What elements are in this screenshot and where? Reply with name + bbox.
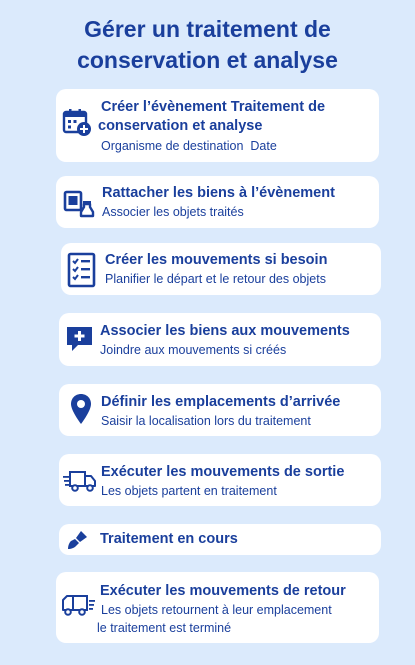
step-1-title-line-1: Créer l’évènement Traitement de bbox=[101, 99, 326, 115]
step-card-7 bbox=[59, 524, 381, 555]
step-card-1 bbox=[56, 89, 379, 162]
step-8-subtitle-line-2: le traitement est terminé bbox=[97, 621, 232, 635]
step-card-6 bbox=[59, 454, 381, 506]
step-1-title-line-2: conservation et analyse bbox=[98, 118, 263, 134]
step-4-title: Associer les biens aux mouvements bbox=[100, 323, 350, 339]
step-3-subtitle: Planifier le départ et le retour des objets bbox=[105, 272, 326, 286]
step-8-subtitle-line-1: Les objets retournent à leur emplacement bbox=[101, 603, 332, 617]
step-card-5 bbox=[59, 384, 381, 436]
step-5-subtitle: Saisir la localisation lors du traitement bbox=[101, 414, 311, 428]
step-2-subtitle: Associer les objets traités bbox=[102, 205, 244, 219]
step-card-4 bbox=[59, 313, 381, 366]
title-line-2: conservation et analyse bbox=[77, 47, 338, 73]
location-pin-icon bbox=[70, 393, 92, 425]
page-title bbox=[0, 14, 415, 76]
step-4-subtitle: Joindre aux mouvements si créés bbox=[100, 343, 287, 357]
brush-icon bbox=[67, 529, 89, 551]
return-truck-icon bbox=[61, 594, 95, 616]
step-card-2 bbox=[56, 176, 379, 228]
calendar-add-icon bbox=[62, 107, 92, 137]
step-1-subtitle: Organisme de destination Date bbox=[101, 139, 277, 153]
step-2-title: Rattacher les biens à l’évènement bbox=[102, 185, 335, 201]
step-7-title: Traitement en cours bbox=[100, 531, 238, 547]
delivery-truck-icon bbox=[63, 470, 97, 492]
step-card-8 bbox=[56, 572, 379, 643]
step-card-3 bbox=[61, 243, 381, 295]
step-6-title: Exécuter les mouvements de sortie bbox=[101, 464, 345, 480]
step-8-title: Exécuter les mouvements de retour bbox=[100, 583, 346, 599]
comment-add-icon bbox=[65, 325, 95, 353]
step-5-title: Définir les emplacements d’arrivée bbox=[101, 394, 341, 410]
objects-icon bbox=[63, 188, 95, 220]
step-6-subtitle: Les objets partent en traitement bbox=[101, 484, 277, 498]
step-3-title: Créer les mouvements si besoin bbox=[105, 252, 328, 268]
title-line-1: Gérer un traitement de bbox=[84, 16, 331, 42]
checklist-icon bbox=[67, 252, 97, 288]
